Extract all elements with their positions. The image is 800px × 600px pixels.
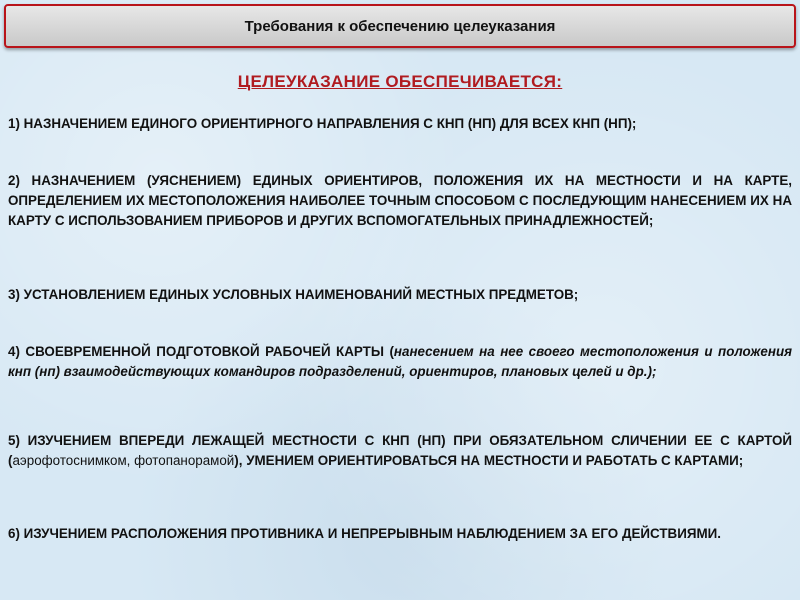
list-item-4 (8, 342, 792, 382)
list-item-1: 1) НАЗНАЧЕНИЕМ ЕДИНОГО ОРИЕНТИРНОГО НАПРАВЛЕНИЯ С КНП (НП) ДЛЯ ВСЕХ КНП (НП); (8, 116, 637, 131)
list-item-6: 6) ИЗУЧЕНИЕМ РАСПОЛОЖЕНИЯ ПРОТИВНИКА И НЕПРЕРЫВНЫМ НАБЛЮДЕНИЕМ ЗА ЕГО ДЕЙСТВИЯМИ. (8, 526, 721, 541)
section-subtitle: ЦЕЛЕУКАЗАНИЕ ОБЕСПЕЧИВАЕТСЯ: (237, 72, 563, 91)
list-item-5-after: ), УМЕНИЕМ ОРИЕНТИРОВАТЬСЯ НА МЕСТНОСТИ И РАБОТАТЬ С КАРТАМИ; (234, 453, 744, 468)
page-title: Требования к обеспечению целеуказания (244, 17, 556, 35)
list-item-3: 3) УСТАНОВЛЕНИЕМ ЕДИНЫХ УСЛОВНЫХ НАИМЕНОВАНИЙ МЕСТНЫХ ПРЕДМЕТОВ; (8, 287, 579, 302)
list-item-5-before: 5) ИЗУЧЕНИЕМ ВПЕРЕДИ ЛЕЖАЩЕЙ МЕСТНОСТИ С КНП (НП) ПРИ ОБЯЗАТЕЛЬНОМ СЛИЧЕНИИ ЕЕ С КАРТОЙ ( (8, 433, 792, 468)
list-item-5 (8, 431, 792, 471)
list-item-4-italic: нанесением на нее своего местоположения и положения кнп (нп) взаимодействующих командиров подразделений, ориентиров, плановых целей и др.); (8, 344, 793, 379)
list-item-4-main: 4) СВОЕВРЕМЕННОЙ ПОДГОТОВКОЙ РАБОЧЕЙ КАРТЫ ( (8, 344, 394, 359)
header-bar (4, 4, 796, 48)
list-item-2: 2) НАЗНАЧЕНИЕМ (УЯСНЕНИЕМ) ЕДИНЫХ ОРИЕНТИРОВ, ПОЛОЖЕНИЯ ИХ НА МЕСТНОСТИ И НА КАРТЕ, ОПРЕДЕЛЕНИЕМ ИХ МЕСТОПОЛОЖЕНИЯ НАИБОЛЕЕ ТОЧНЫМ СПОСОБОМ С ПОСЛЕДУЮЩИМ НАНЕСЕНИЕМ ИХ НА КАРТУ С ИСПОЛЬЗОВАНИЕМ ПРИБОРОВ И ДРУГИХ ВСПОМОГАТЕЛЬНЫХ ПРИНАДЛЕЖНОСТЕЙ; (8, 173, 792, 228)
list-item-5-light: аэрофотоснимком, фотопанорамой (12, 453, 235, 468)
